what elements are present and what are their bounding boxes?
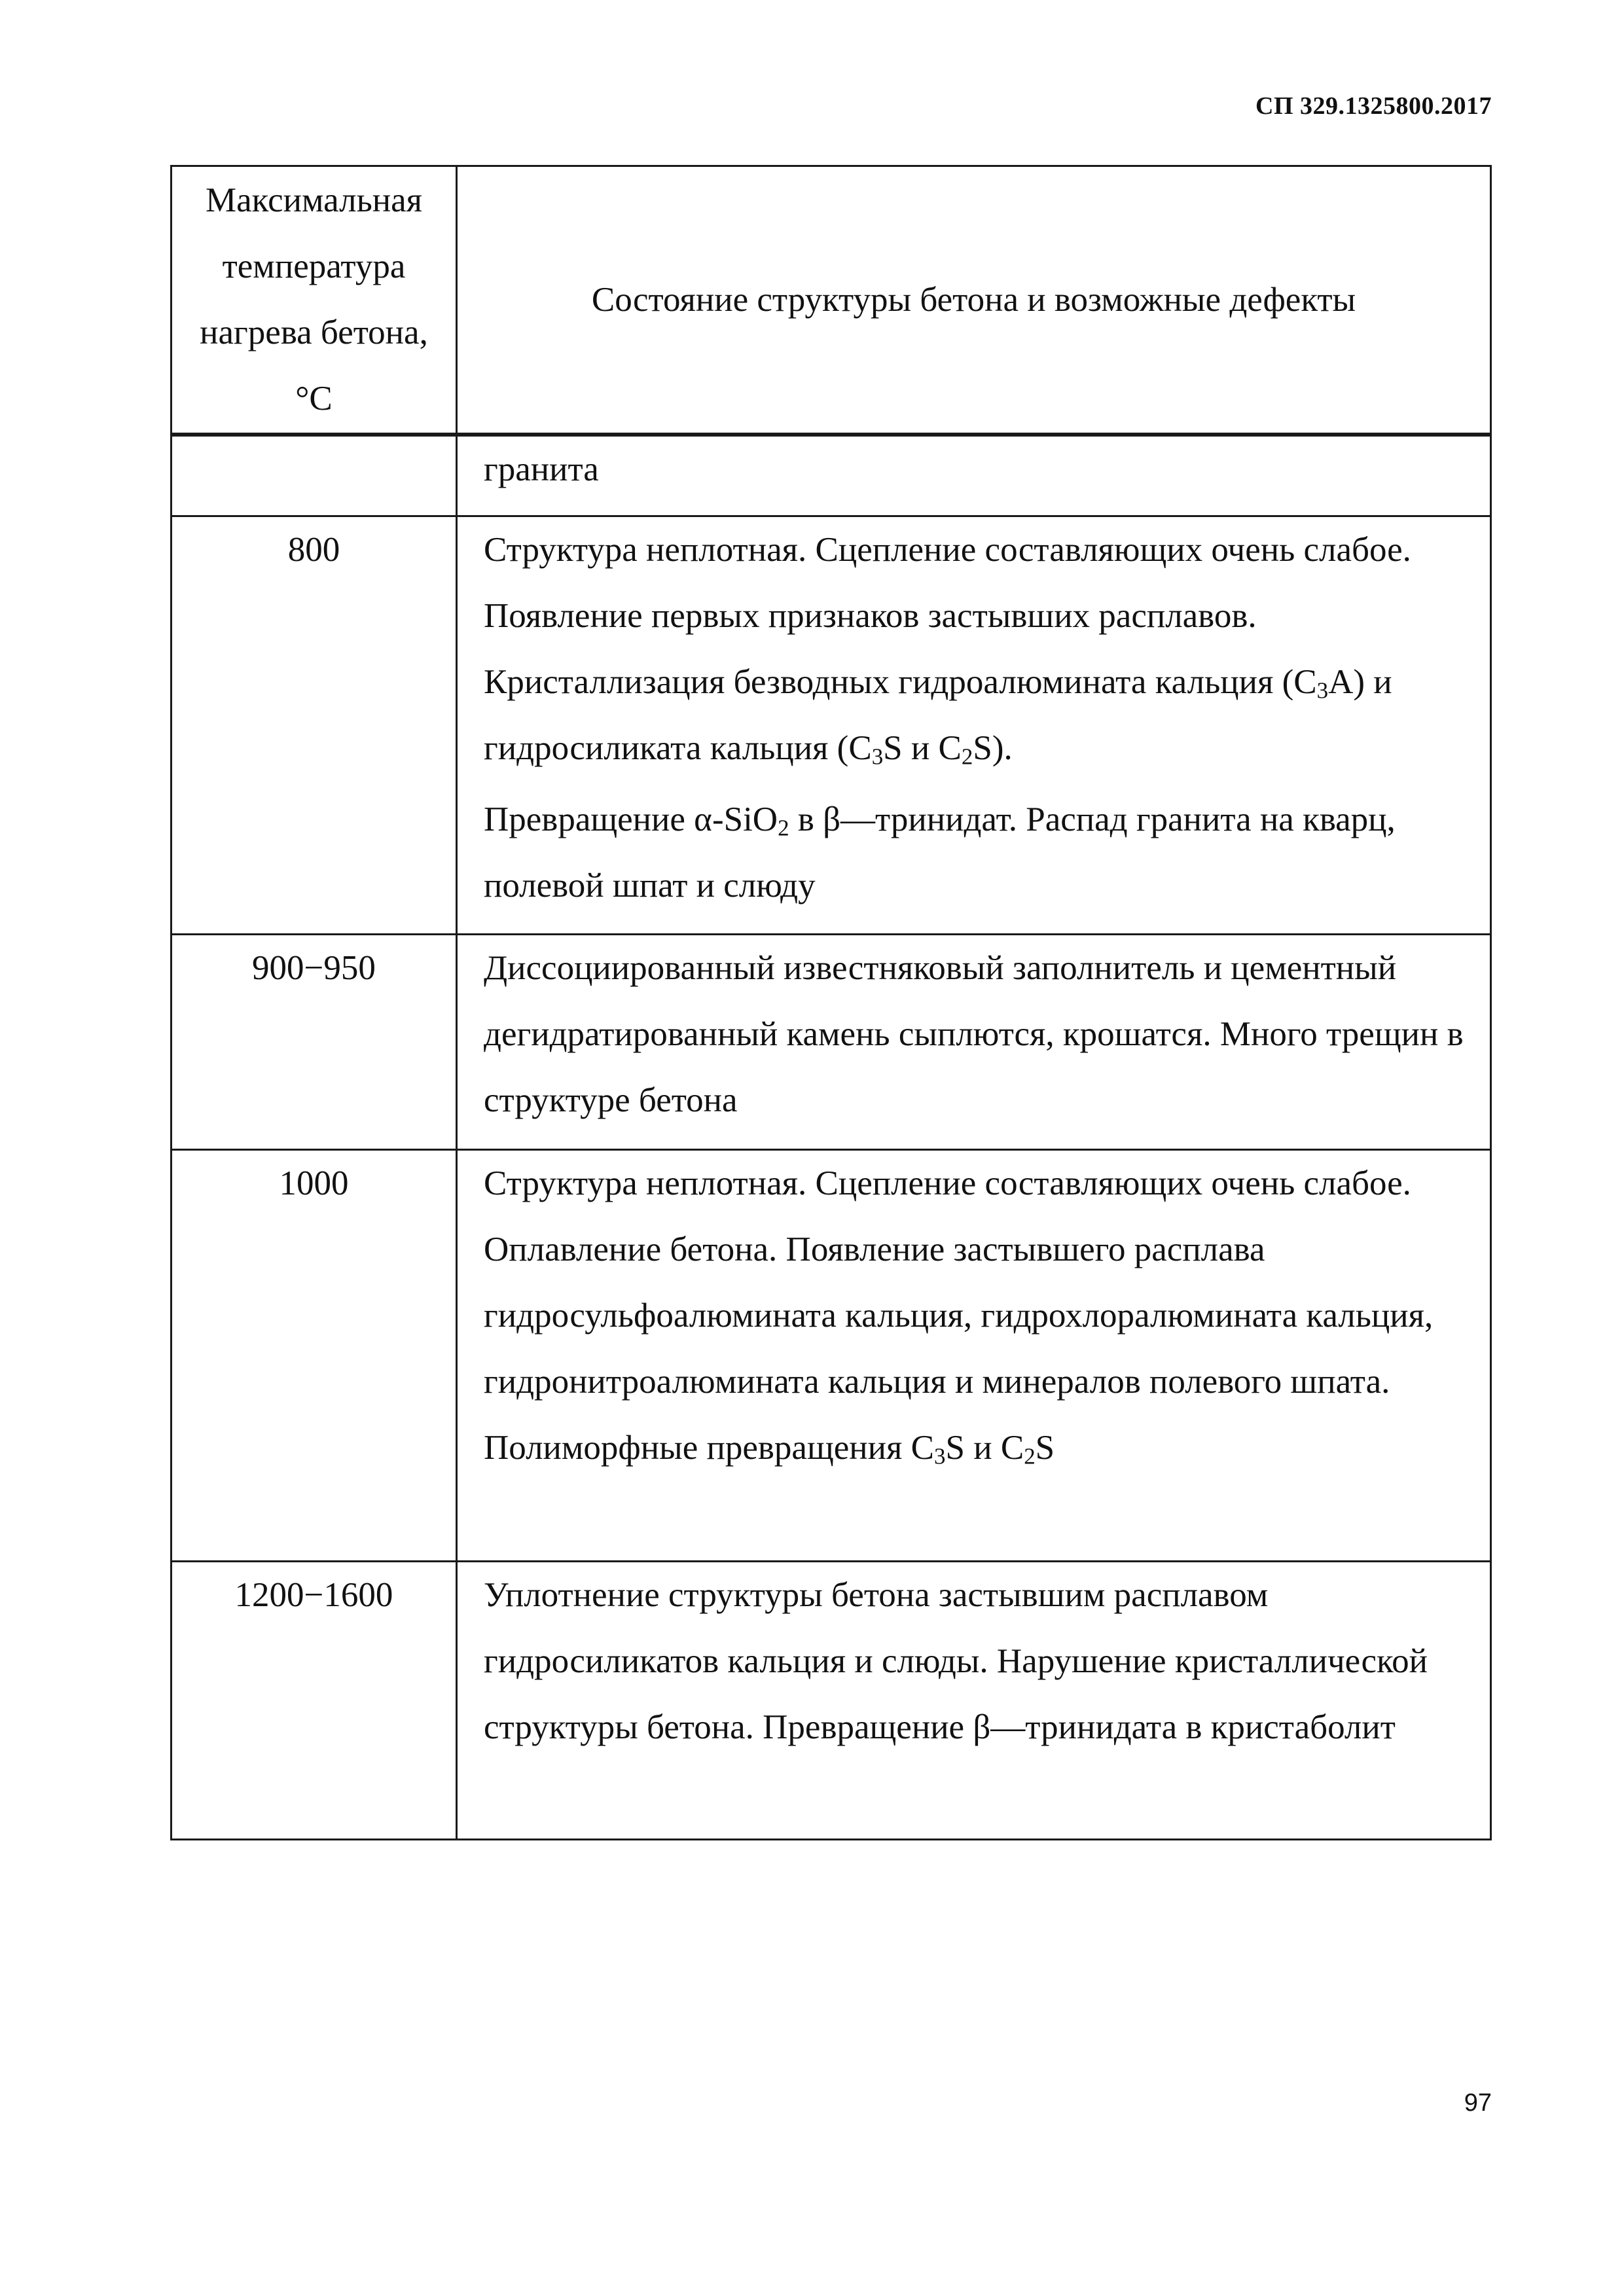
- description-cell: [457, 1562, 1491, 1840]
- document-code: СП 329.1325800.2017: [1255, 92, 1492, 120]
- temperature-cell: 900−950: [171, 935, 457, 1150]
- description-paragraph: Уплотнение структуры бетона застывшим расплавом гидросиликатов кальция и слюды. Нарушение кристаллической структуры бетона. Превращение β—тринидата в кристаболит: [484, 1576, 1428, 1746]
- temperature-cell: [171, 435, 457, 516]
- table-header-row: [171, 166, 1491, 435]
- description-paragraph: гранита: [484, 450, 599, 488]
- description-cell: [457, 435, 1491, 516]
- temperature-cell: 1000: [171, 1150, 457, 1562]
- description-cell: [457, 1150, 1491, 1562]
- description-cell: [457, 935, 1491, 1150]
- description-paragraph: Структура неплотная. Сцепление составляющих очень слабое. Оплавление бетона. Появление застывшего расплава гидросульфоалюмината кальция, гидрохлоралюмината кальция, гидронитроалюмината кальция и минералов полевого шпата. Полиморфные превращения $С_3S$ и $С_2S$: [484, 1164, 1434, 1469]
- description-paragraph: Структура неплотная. Сцепление составляющих очень слабое. Появление первых признаков застывших расплавов. Кристаллизация безводных гидроалюмината кальция $(С_3А)$ и гидросиликата кальция ($С_3S$ и $С_2S$).: [484, 531, 1411, 770]
- table-row: [171, 1150, 1491, 1562]
- description-paragraph: Превращение α-SiO$_2$ в β—тринидат. Распад гранита на кварц, полевой шпат и слюду: [484, 800, 1396, 905]
- temperature-cell: 1200−1600: [171, 1562, 457, 1840]
- concrete-heating-table: [170, 165, 1492, 1840]
- description-cell: [457, 516, 1491, 935]
- table-row: [171, 935, 1491, 1150]
- table-row: [171, 435, 1491, 516]
- temperature-cell: 800: [171, 516, 457, 935]
- header-structure-state: Состояние структуры бетона и возможные дефекты: [457, 166, 1491, 435]
- description-paragraph: Диссоциированный известняковый заполнитель и цементный дегидратированный камень сыплются, крошатся. Много трещин в структуре бетона: [484, 949, 1464, 1119]
- header-max-temperature: Максимальная температура нагрева бетона, °С: [171, 166, 457, 435]
- table-row: [171, 1562, 1491, 1840]
- table-row: [171, 516, 1491, 935]
- page-number: 97: [1464, 2089, 1492, 2117]
